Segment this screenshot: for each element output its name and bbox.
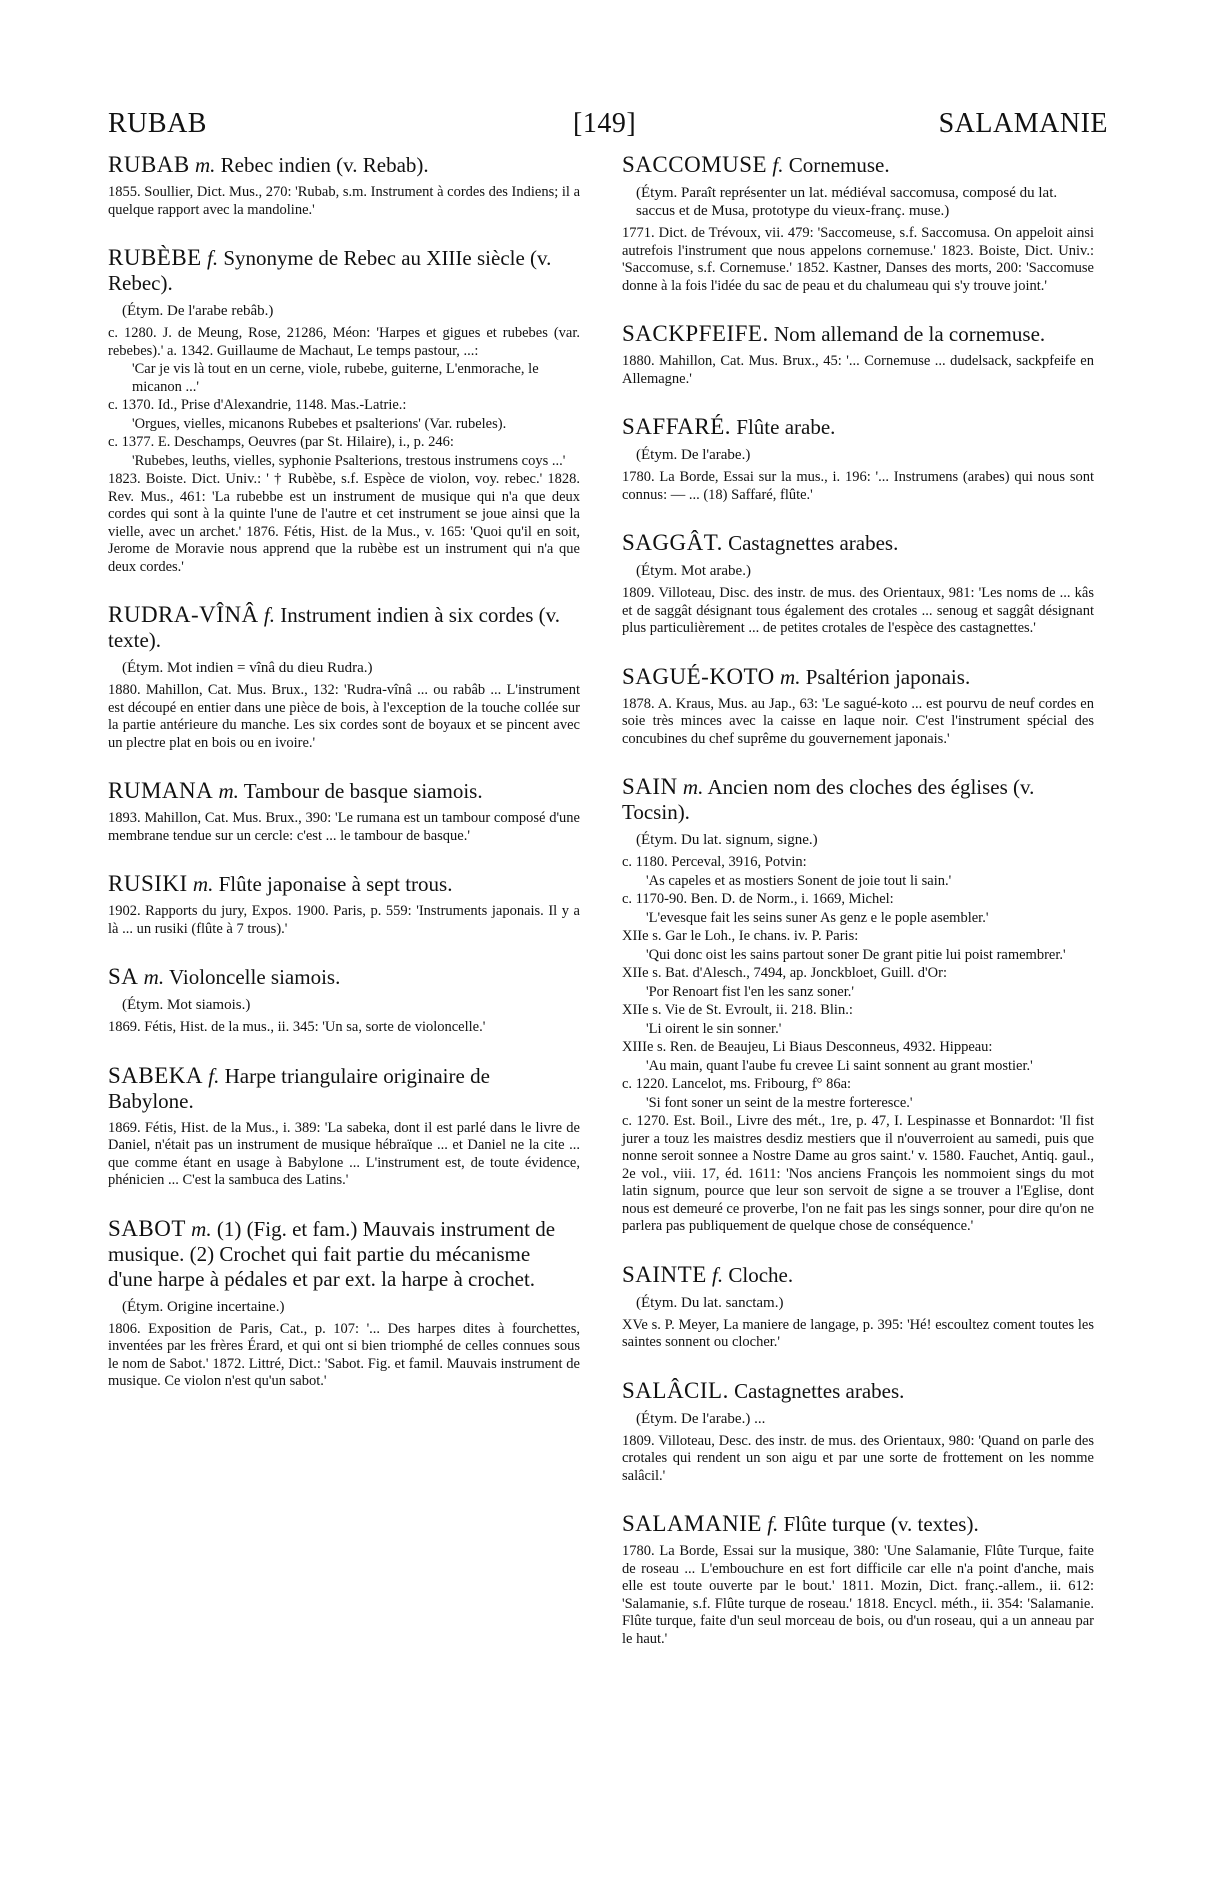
entry-heading — [622, 321, 1094, 347]
citation: c. 1280. J. de Meung, Rose, 21286, Méon: 'Harpes et gigues et rubebes (var. rebebes).' a. 1342. Guillaume de Machaut, Le temps pastour, ...: — [108, 325, 580, 359]
entry-heading — [622, 152, 1094, 178]
definition: Cornemuse. — [788, 153, 890, 177]
gender-label: m. — [780, 664, 801, 689]
definition: Instrument indien à six cordes (v. texte). — [108, 603, 561, 652]
entry-heading — [108, 1063, 580, 1114]
verse-quote: 'Li oirent le sin sonner.' — [646, 1020, 782, 1037]
definition: Violoncelle siamois. — [168, 965, 341, 989]
left-column — [108, 152, 580, 1417]
headword: RUMANA — [108, 778, 214, 803]
definition: Castagnettes arabes. — [734, 1378, 905, 1403]
dictionary-entry-sague-koto — [622, 664, 1094, 749]
dictionary-entry-rumana — [108, 778, 580, 845]
gender-label: m. — [682, 775, 704, 799]
etymology: (Étym. Mot siamois.) — [122, 997, 251, 1013]
headword: SA — [108, 964, 139, 989]
etymology: (Étym. Origine incertaine.) — [122, 1298, 285, 1315]
gender-label: f. — [208, 1063, 220, 1088]
entry-heading — [622, 1378, 1094, 1404]
verse-quote: 'Por Renoart fist l'en les sanz soner.' — [646, 983, 854, 1000]
etymology: (Étym. De l'arabe rebâb.) — [122, 303, 274, 319]
definition: Flûte turque (v. textes). — [783, 1512, 979, 1536]
right-column — [622, 152, 1094, 1674]
citation: XIIe s. Gar le Loh., Ie chans. iv. P. Paris: — [622, 928, 859, 944]
headword: RUBÈBE — [108, 245, 202, 270]
headword: RUBAB — [108, 152, 190, 177]
page-header — [108, 108, 1108, 148]
etymology: (Étym. Paraît représenter un lat. médiéval saccomusa, composé du lat. saccus et de Musa, prototype du vieux-franç. muse.) — [636, 185, 1058, 219]
verse-quote: 'L'evesque fait les seins suner As genz e le pople asembler.' — [646, 909, 989, 926]
definition: Rebec indien (v. Rebab). — [220, 153, 429, 177]
entry-heading — [108, 964, 580, 990]
definition: Cloche. — [728, 1262, 794, 1287]
definition: Synonyme de Rebec au XIIIe siècle (v. Rebec). — [108, 246, 552, 295]
citation: c. 1377. E. Deschamps, Oeuvres (par St. Hilaire), i., p. 246: — [108, 434, 454, 450]
dictionary-entry-rubab — [108, 152, 580, 219]
dictionary-entry-sabot — [108, 1216, 580, 1391]
citation: 1771. Dict. de Trévoux, vii. 479: 'Saccomeuse, s.f. Saccomusa. On appeloit ainsi autrefois l'instrument que nous appelons cornemuse.' 1823. Boiste, Dict. Univ.: 'Saccomuse, s.f. Cornemuse.' 1852. Kastner, Danses des morts, 200: 'Saccomuse donne à la fois l'idée du sac de peau et du chalumeau qui s'y trouve joint.' — [622, 225, 1094, 294]
gender-label: m. — [218, 779, 239, 803]
headword: SAGUÉ-KOTO — [622, 663, 775, 689]
verse-quote: 'Rubebes, leuths, vielles, syphonie Psalterions, trestous instrumens coys ...' — [132, 452, 566, 469]
gender-label: f. — [767, 1512, 779, 1536]
citation: 1823. Boiste. Dict. Univ.: ' † Rubèbe, s.f. Espèce de violon, voy. rebec.' 1828. Rev. Mus., 461: 'La rubebbe est un instrument de musique qui n'a que deux cordes qui sont à la quinte l'une de l'autre et cet instrument se joue ainsi que la vielle, avec un archet.' 1876. Fétis, Hist. de la Mus., v. 165: 'Quoi qu'il en soit, Jerome de Moravie nous apprend que la rubèbe est un instrument qui n'a que deux cordes.' — [108, 471, 580, 575]
citation: 1780. La Borde, Essai sur la mus., i. 196: '... Instrumens (arabes) qui nous sont connus: — ... (18) Saffaré, flûte.' — [622, 469, 1094, 503]
citation: c. 1220. Lancelot, ms. Fribourg, f° 86a: — [622, 1076, 852, 1092]
verse-quote: 'Orgues, vielles, micanons Rubebes et psalterions' (Var. rubeles). — [132, 415, 507, 432]
dictionary-entry-rubebe — [108, 245, 580, 576]
entry-heading — [108, 152, 580, 178]
etymology: (Étym. Du lat. signum, signe.) — [636, 832, 818, 848]
citation: 1902. Rapports du jury, Expos. 1900. Paris, p. 559: 'Instruments japonais. Il y a là ... un rusiki (flûte à 7 trous).' — [108, 903, 580, 937]
headword: SABOT — [108, 1215, 186, 1241]
citation: c. 1170-90. Ben. D. de Norm., i. 1669, Michel: — [622, 891, 894, 907]
dictionary-entry-salacil — [622, 1378, 1094, 1486]
gender-label: m. — [191, 1216, 212, 1241]
citation: 1809. Villoteau, Disc. des instr. de mus. des Orientaux, 981: 'Les noms de ... kâs et de saggât désignant tous également des crotales ... senoug et saggât désignant plus particulièrement ... de petites crotales de l'espèce des castagnettes.' — [622, 585, 1094, 636]
definition: Harpe triangulaire originaire de Babylone. — [108, 1063, 490, 1113]
headword: SACCOMUSE — [622, 152, 768, 177]
citation: c. 1180. Perceval, 3916, Potvin: — [622, 854, 807, 870]
gender-label: m. — [143, 965, 165, 989]
dictionary-entry-sa — [108, 964, 580, 1037]
headword: SAIN — [622, 774, 678, 799]
dictionary-entry-salamanie — [622, 1511, 1094, 1648]
page-number: [149] — [573, 108, 637, 139]
citation: c. 1370. Id., Prise d'Alexandrie, 1148. Mas.-Latrie.: — [108, 397, 407, 413]
headword: RUDRA-VÎNÂ — [108, 602, 259, 627]
definition: Psaltérion japonais. — [805, 664, 971, 689]
citation: XVe s. P. Meyer, La maniere de langage, p. 395: 'Hé! escoultez coment toutes les saintes sonnent ou clocher.' — [622, 1316, 1094, 1350]
definition: (1) (Fig. et fam.) Mauvais instrument de musique. (2) Crochet qui fait partie du mécanisme d'une harpe à pédales et par ext. la harpe à crochet. — [108, 1216, 556, 1291]
dictionary-entry-rudra-vina — [108, 602, 580, 752]
gender-label: f. — [206, 246, 219, 270]
dictionary-entry-saffare — [622, 414, 1094, 504]
citation: 1780. La Borde, Essai sur la musique, 380: 'Une Salamanie, Flûte Turque, faite de roseau ... L'embouchure en est fort difficile car elle n'a point d'anche, mais elle est toute ouverte par le bout.' 1811. Mozin, Dict. franç.-allem., ii. 612: 'Salamanie, s.f. Flûte turque de roseau.' 1818. Encycl. méth., ii. 354: 'Salamanie. Flûte turque, faite d'un seul morceau de bois, ou d'un roseau, qui a un anneau par le haut.' — [622, 1543, 1094, 1647]
dictionary-entry-sackpfeife — [622, 321, 1094, 388]
gender-label: f. — [712, 1262, 724, 1287]
citation: 1806. Exposition de Paris, Cat., p. 107: '... Des harpes dites à fourchettes, inventées par les frères Érard, et qui ont si bien triomphé de celles connues sous le nom de Sabot.' 1872. Littré, Dict.: 'Sabot. Fig. et famil. Mauvais instrument de musique. Ce violon n'est qu'un sabot.' — [108, 1320, 580, 1389]
gender-label: f. — [772, 153, 784, 177]
entry-heading — [108, 778, 580, 804]
headword: SABEKA — [108, 1062, 204, 1088]
verse-quote: 'Si font soner un seint de la mestre forteresce.' — [646, 1094, 913, 1111]
headword: RUSIKI — [108, 871, 188, 896]
citation: 1869. Fétis, Hist. de la mus., ii. 345: 'Un sa, sorte de violoncelle.' — [108, 1019, 486, 1035]
citation: XIIe s. Vie de St. Evroult, ii. 218. Blin.: — [622, 1002, 853, 1018]
dictionary-entry-sain — [622, 774, 1094, 1236]
citation: 1809. Villoteau, Desc. des instr. de mus. des Orientaux, 980: 'Quand on parle des crotales qui rendent un son aigu et par une sorte de frottement on les nomme salâcil.' — [622, 1432, 1094, 1484]
entry-heading — [108, 602, 580, 653]
entry-heading — [108, 245, 580, 296]
verse-quote: 'As capeles et as mostiers Sonent de joie tout li sain.' — [646, 872, 952, 889]
verse-quote: 'Qui donc oist les sains partout soner De grant pitie lui poist ramembrer.' — [646, 946, 1066, 963]
definition: Castagnettes arabes. — [728, 531, 899, 555]
dictionary-entry-sabeka — [108, 1063, 580, 1190]
etymology: (Étym. Mot arabe.) — [636, 563, 751, 579]
dictionary-entry-saccomuse — [622, 152, 1094, 295]
definition: Tambour de basque siamois. — [243, 779, 483, 803]
definition: Ancien nom des cloches des églises (v. Tocsin). — [622, 775, 1035, 824]
entry-heading — [622, 1511, 1094, 1537]
citation: 1869. Fétis, Hist. de la Mus., i. 389: 'La sabeka, dont il est parlé dans le livre de Daniel, n'était pas un instrument de musique hébraïque ... et Daniel ne la cite ... que comme étant en usage à Babylone ... L'instrument est, de toute évidence, phénicien ... C'est la sambuca des Latins.' — [108, 1119, 580, 1188]
headword: SALAMANIE — [622, 1511, 762, 1536]
citation: c. 1270. Est. Boil., Livre des mét., 1re, p. 47, I. Lespinasse et Bonnardot: 'Il fist jurer a touz les maistres desdiz mestiers que il n'ouverroient au samedi, puis que nonne seroit sonnee a Nostre Dame au gros saint.' v. 1580. Fauchet, Antiq. gaul., 2e vol., viii. 17, éd. 1611: 'Nos anciens François les nommoient sings du mot latin signum, pource que leur son servoit de signe a se trouver a l'Eglise, dont nous est demeuré ce proverbe, l'on ne fait pas les sings sonner, pour dire qu'on ne parlera pas publiquement de quelque chose de conséquence.' — [622, 1113, 1094, 1234]
headword: SALÂCIL. — [622, 1377, 729, 1403]
citation: 1880. Mahillon, Cat. Mus. Brux., 132: 'Rudra-vînâ ... ou rabâb ... L'instrument est découpé en entier dans une pièce de bois, à l'exception de la touche collée sur la partie antérieure du manche. Les six cordes sont de boyaux et se pincent avec un plectre plat en bois ou en ivoire.' — [108, 682, 580, 751]
dictionary-entry-sainte — [622, 1262, 1094, 1352]
entry-heading — [108, 1216, 580, 1292]
definition: Flûte arabe. — [736, 415, 836, 439]
dictionary-entry-saggat — [622, 530, 1094, 638]
etymology: (Étym. De l'arabe.) ... — [636, 1410, 766, 1427]
entry-heading — [622, 664, 1094, 690]
etymology: (Étym. Mot indien = vînâ du dieu Rudra.) — [122, 660, 373, 676]
entry-heading — [622, 774, 1094, 825]
headword: SAINTE — [622, 1261, 707, 1287]
citation: 1878. A. Kraus, Mus. au Jap., 63: 'Le sagué-koto ... est pourvu de neuf cordes en soie très minces avec la caisse en laque noir. C'est l'instrument spécial des concubines du chef suprême du gouvernement japonais.' — [622, 695, 1094, 747]
gender-label: f. — [263, 603, 276, 627]
headword: SACKPFEIFE. — [622, 321, 769, 346]
etymology: (Étym. Du lat. sanctam.) — [636, 1294, 784, 1311]
entry-heading — [622, 1262, 1094, 1288]
etymology: (Étym. De l'arabe.) — [636, 447, 751, 463]
citation: 1855. Soullier, Dict. Mus., 270: 'Rubab, s.m. Instrument à cordes des Indiens; il a quelque rapport avec la mandoline.' — [108, 184, 581, 218]
verse-quote: 'Car je vis là tout en un cerne, viole, rubebe, guiterne, L'enmorache, le micanon ...' — [132, 361, 539, 395]
running-head-left: RUBAB — [108, 108, 207, 139]
headword: SAGGÂT. — [622, 530, 723, 555]
citation: XIIe s. Bat. d'Alesch., 7494, ap. Jonckbloet, Guill. d'Or: — [622, 965, 947, 981]
headword: SAFFARÉ. — [622, 414, 732, 439]
dictionary-entry-rusiki — [108, 871, 580, 938]
citation: 1880. Mahillon, Cat. Mus. Brux., 45: '... Cornemuse ... dudelsack, sackpfeife en Allemagne.' — [622, 353, 1094, 387]
definition: Flûte japonaise à sept trous. — [218, 872, 453, 896]
gender-label: m. — [195, 153, 216, 177]
running-head-right: SALAMANIE — [938, 108, 1108, 139]
citation: XIIIe s. Ren. de Beaujeu, Li Biaus Desconneus, 4932. Hippeau: — [622, 1039, 993, 1055]
verse-quote: 'Au main, quant l'aube fu crevee Li saint sonnent au grant mostier.' — [646, 1057, 1033, 1074]
entry-heading — [622, 414, 1094, 440]
entry-heading — [622, 530, 1094, 556]
entry-heading — [108, 871, 580, 897]
definition: Nom allemand de la cornemuse. — [773, 322, 1046, 346]
citation: 1893. Mahillon, Cat. Mus. Brux., 390: 'Le rumana est un tambour composé d'une membrane tendue sur un cercle: c'est ... le tambour de basque.' — [108, 810, 580, 844]
gender-label: m. — [192, 872, 214, 896]
